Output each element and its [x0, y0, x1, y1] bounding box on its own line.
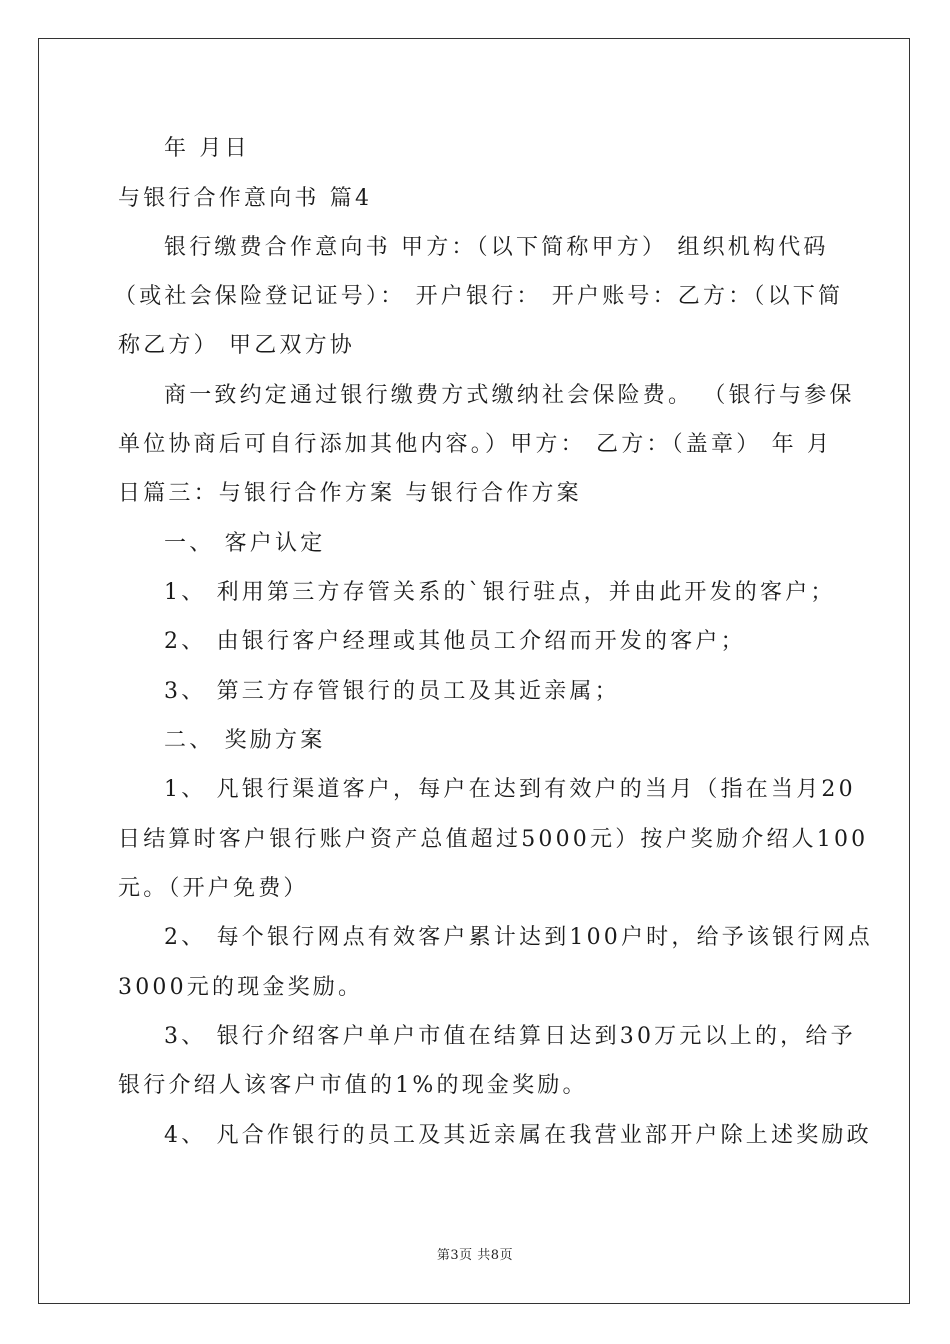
text-line: 商一致约定通过银行缴费方式缴纳社会保险费。 （银行与参保	[164, 383, 855, 408]
text-line: 日结算时客户银行账户资产总值超过5000元）按户奖励介绍人100	[118, 827, 869, 852]
text-line: 年 月日	[164, 136, 250, 161]
list-item: 2、 每个银行网点有效客户累计达到100户时，给予该银行网点	[164, 925, 873, 950]
text-line: 称乙方） 甲乙双方协	[118, 333, 355, 358]
text-line: 3000元的现金奖励。	[118, 975, 364, 1000]
list-item: 4、 凡合作银行的员工及其近亲属在我营业部开户除上述奖励政	[164, 1123, 872, 1148]
text-line: （或社会保险登记证号）： 开户银行： 开户账号：乙方：（以下简	[114, 284, 844, 309]
section-heading: 二、 奖励方案	[164, 728, 326, 753]
section-heading: 一、 客户认定	[164, 531, 326, 556]
text-line: 银行介绍人该客户市值的1%的现金奖励。	[118, 1073, 588, 1098]
list-item: 3、 第三方存管银行的员工及其近亲属；	[164, 679, 620, 704]
page-number: 第3页 共8页	[436, 1248, 514, 1263]
page-border	[38, 38, 910, 1304]
text-line: 银行缴费合作意向书 甲方：（以下简称甲方） 组织机构代码	[164, 235, 829, 260]
list-item: 1、 利用第三方存管关系的`银行驻点，并由此开发的客户；	[164, 580, 836, 605]
text-line: 单位协商后可自行添加其他内容。）甲方： 乙方：（盖章） 年 月	[118, 432, 833, 457]
list-item: 3、 银行介绍客户单户市值在结算日达到30万元以上的，给予	[164, 1024, 856, 1049]
list-item: 2、 由银行客户经理或其他员工介绍而开发的客户；	[164, 629, 746, 654]
text-line: 元。（开户免费）	[118, 876, 309, 901]
text-line: 日篇三：与银行合作方案 与银行合作方案	[118, 481, 582, 506]
section-heading: 与银行合作意向书 篇4	[118, 186, 373, 211]
list-item: 1、 凡银行渠道客户，每户在达到有效户的当月（指在当月20	[164, 777, 856, 802]
